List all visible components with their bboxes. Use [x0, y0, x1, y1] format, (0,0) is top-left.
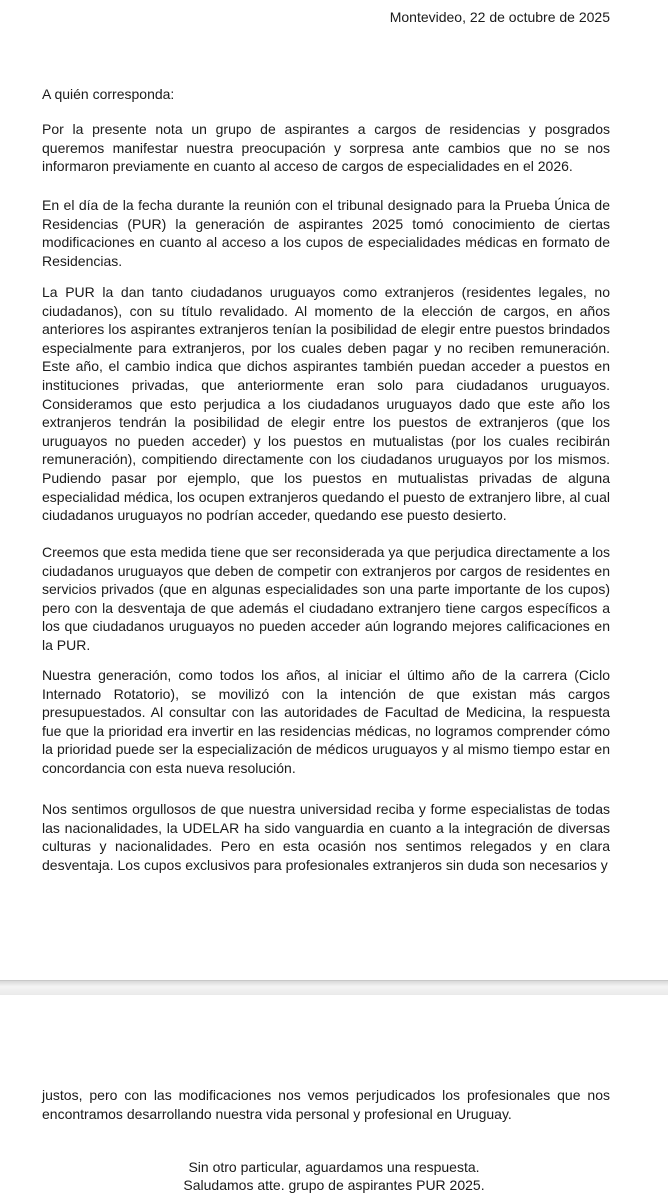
- paragraph-continuation: justos, pero con las modificaciones nos vemos perjudicados los profesionales que nos encontramos desarrollando nuestra vida personal y profesional en Uruguay.: [42, 1087, 610, 1122]
- paragraph-generation: Nuestra generación, como todos los años, al iniciar el último año de la carrera (Ciclo Internado Rotatorio), se movilizó con la intención de que existan más cargos presupuestados. Al consultar con las autoridades de Facultad de Medicina, la respuesta fue que la prioridad era invertir en las residencias médicas, no logramos comprender cómo la prioridad puede ser la especialización de médicos uruguayos y al mismo tiempo estar en concordancia con esta nueva resolución.: [42, 667, 610, 776]
- paragraph-introduction: Por la presente nota un grupo de aspirantes a cargos de residencias y posgrados queremos manifestar nuestra preocupación y sorpresa ante cambios que no se nos informaron previamente en cuanto al acceso de cargos de especialidades en el 2026.: [42, 121, 610, 175]
- paragraph-meeting: En el día de la fecha durante la reunión con el tribunal designado para la Prueba Única de Residencias (PUR) la generación de aspirantes 2025 tomó conocimiento de ciertas modificaciones en cuanto al acceso a los cupos de especialidades médicas en formato de Residencias.: [42, 197, 610, 269]
- letter-salutation: A quién corresponda:: [42, 86, 175, 102]
- paragraph-udelar: Nos sentimos orgullosos de que nuestra universidad reciba y forme especialistas de todas las nacionalidades, la UDELAR ha sido vanguardia en cuanto a la integración de diversas culturas y nacionalidades. Pero en esta ocasión nos sentimos relegados y en clara desventaja. Los cupos exclusivos para profesionales extranjeros sin duda son necesarios y: [42, 801, 610, 873]
- page-divider: [0, 980, 668, 996]
- closing-line-1: Sin otro particular, aguardamos una respuesta.: [188, 1159, 480, 1175]
- paragraph-pur-change: La PUR la dan tanto ciudadanos uruguayos como extranjeros (residentes legales, no ciudadanos), con su título revalidado. Al momento de la elección de cargos, en años anteriores los aspirantes extranjeros tenían la posibilidad de elegir entre puestos brindados especialmente para extranjeros, por los cuales deben pagar y no reciben remuneración. Este año, el cambio indica que dichos aspirantes también puedan acceder a puestos en instituciones privadas, que anteriormente eran solo para ciudadanos uruguayos. Consideramos que esto perjudica a los ciudadanos uruguayos dado que este año los extranjeros tendrán la posibilidad de elegir entre los puestos de extranjeros (que los uruguayos no pueden acceder) y los puestos en mutualistas (por los cuales recibirán remuneración), compitiendo directamente con los ciudadanos uruguayos por los mismos. Pudiendo pasar por ejemplo, que los puestos en mutualistas privadas de alguna especialidad médica, los ocupen extranjeros quedando el puesto de extranjero libre, al cual ciudadanos uruguayos no podrían acceder, quedando ese puesto desierto.: [42, 284, 610, 524]
- closing-signature: Saludamos atte. grupo de aspirantes PUR 2025.: [183, 1177, 485, 1193]
- letter-date: Montevideo, 22 de octubre de 2025: [389, 9, 610, 25]
- paragraph-reconsider: Creemos que esta medida tiene que ser reconsiderada ya que perjudica directamente a los ciudadanos uruguayos que deben de competir con extranjeros por cargos de residentes en servicios privados (que en algunas especialidades son una parte importante de los cupos) pero con la desventaja de que además el ciudadano extranjero tiene cargos específicos a los que ciudadanos uruguayos no pueden acceder aún logrando mejores calificaciones en la PUR.: [42, 544, 610, 653]
